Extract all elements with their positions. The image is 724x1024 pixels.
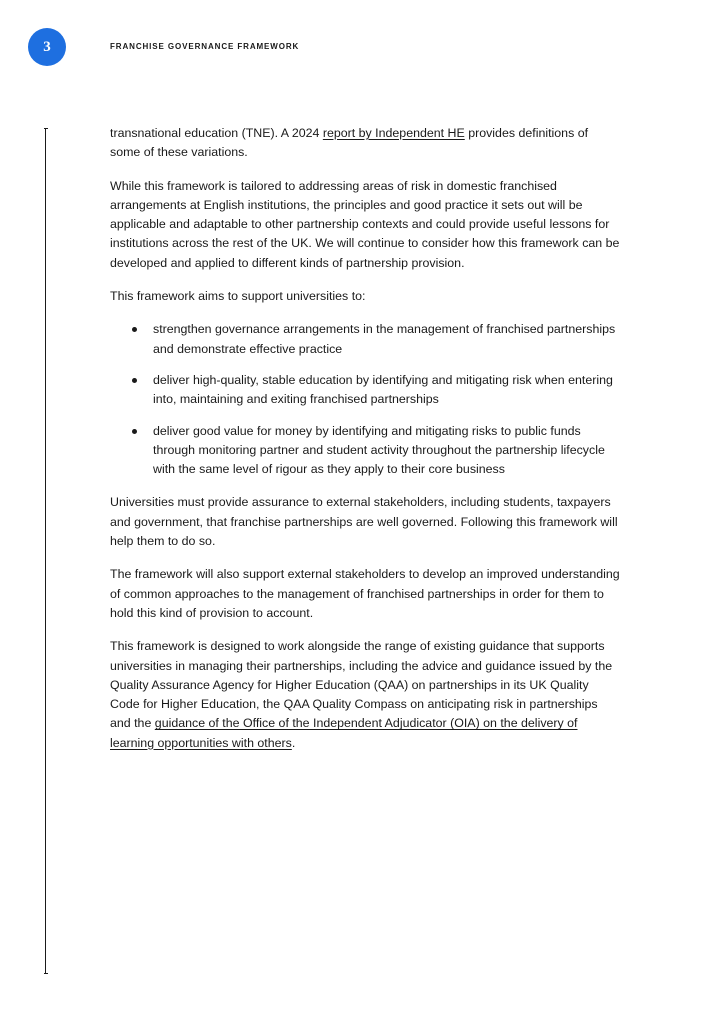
document-body: [110, 124, 620, 767]
paragraph-existing-guidance: [110, 637, 620, 753]
paragraph-tne: [110, 124, 620, 163]
margin-rule: [45, 128, 46, 974]
paragraph-aims-intro: This framework aims to support universities to:: [110, 289, 366, 304]
paragraph-text: This framework is designed to work alongside the range of existing guidance that supports universities in managing their partnerships, including the advice and guidance issued by the Quality Assurance Agency for Higher Education (QAA) on partnerships in its UK Quality Code for Higher Education, the QAA Quality Compass on anticipating risk in partnerships and the: [110, 639, 613, 731]
running-header-title: FRANCHISE GOVERNANCE FRAMEWORK: [110, 42, 300, 51]
list-item: [110, 320, 620, 359]
list-item: [110, 371, 620, 410]
paragraph-text: .: [291, 735, 296, 750]
list-item-text: deliver high-quality, stable education by identifying and mitigating risk when entering into, maintaining and exiting franchised partnerships: [153, 372, 613, 407]
oia-guidance-link[interactable]: guidance of the Office of the Independent Adjudicator (OIA) on the delivery of learning opportunities with others: [110, 716, 578, 750]
paragraph-scope: While this framework is tailored to addressing areas of risk in domestic franchised arrangements at English institutions, the principles and good practice it sets out will be applicable and adaptable to other partnership contexts and could provide useful lessons for institutions across the rest of the UK. We will continue to consider how this framework can be developed and applied to different kinds of partnership provision.: [110, 178, 620, 270]
paragraph-text: transnational education (TNE). A 2024: [110, 126, 323, 140]
aims-list: [110, 320, 620, 479]
list-item-text: strengthen governance arrangements in the management of franchised partnerships and demonstrate effective practice: [153, 322, 616, 356]
list-item: [110, 422, 620, 480]
bullet-icon: [132, 327, 137, 332]
paragraph-stakeholders: The framework will also support external stakeholders to develop an improved understanding of common approaches to the management of franchised partnerships in order for them to hold this kind of provision to account.: [110, 567, 620, 620]
page-number-badge: 3: [28, 28, 66, 66]
bullet-icon: [132, 378, 137, 383]
independent-he-report-link[interactable]: report by Independent HE: [322, 126, 465, 140]
paragraph-text: provides definitions of some of these variations.: [110, 126, 589, 160]
bullet-icon: [132, 429, 137, 434]
list-item-text: deliver good value for money by identifying and mitigating risks to public funds through monitoring partner and student activity throughout the partnership lifecycle with the same level of rigour as they apply to their core business: [153, 423, 605, 477]
paragraph-assurance: Universities must provide assurance to external stakeholders, including students, taxpayers and government, that franchise partnerships are well governed. Following this framework will help them to do so.: [110, 495, 618, 549]
